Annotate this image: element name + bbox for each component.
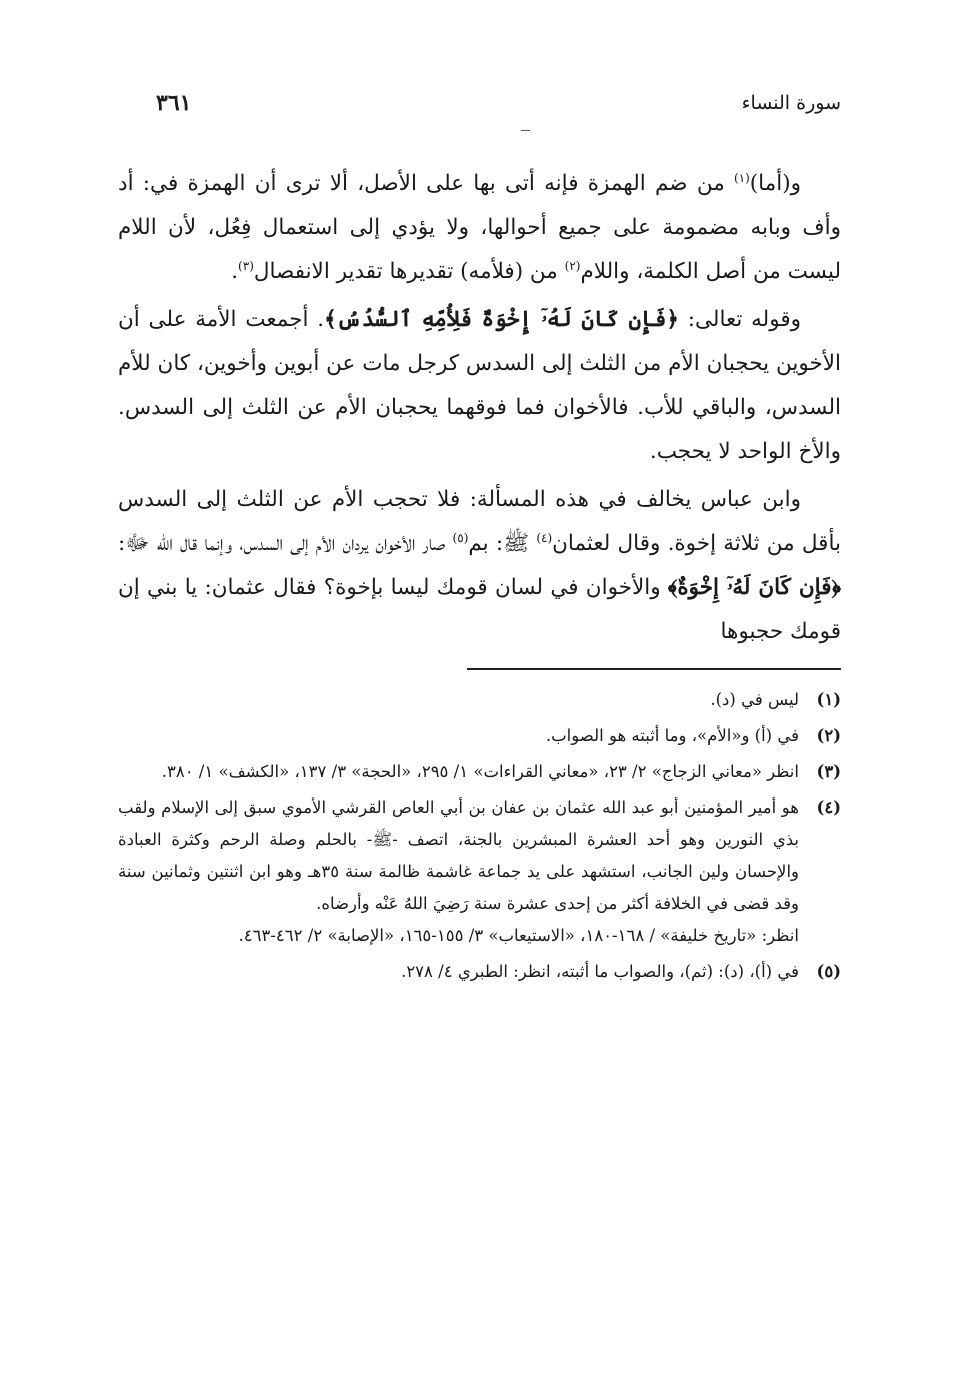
quran-verse: ﴿فَإِن كَانَ لَهُۥٓ إِخْوَةٌ﴾ [667, 575, 841, 600]
header-mark [521, 130, 530, 131]
footnote-text [118, 792, 799, 952]
footnote-reference[interactable]: (٢) [564, 258, 581, 273]
paragraph [118, 298, 841, 474]
text-segment: وقوله تعالى: [678, 307, 801, 332]
text-segment: . أجمعت الأمة على أن الأخوين يحجبان الأم من الثلث إلى السدس كرجل مات عن أبوين وأخوين، كان للأم السدس، والباقي للأب. فالأخوان فما فوقهما يحجبان الأم عن الثلث إلى السدس. والأخ الواحد لا يحجب. [118, 307, 841, 464]
footnote-number: (٣) [816, 762, 841, 781]
footnotes [118, 684, 841, 988]
footnote-item [118, 756, 841, 788]
footnote-number: (٤) [816, 798, 841, 817]
footnote-reference[interactable]: (٣) [238, 258, 254, 273]
text-segment: . [231, 259, 239, 284]
footnote-item [118, 720, 841, 752]
text-segment: وابن عباس يخالف في هذه المسألة: فلا تحجب الأم عن الثلث إلى السدس بأقل من ثلاثة إخوة. وقال لعثمان [118, 487, 841, 556]
footnote-reference[interactable]: (٤) [536, 530, 553, 545]
footnote-item [118, 684, 841, 716]
paragraph [118, 478, 841, 654]
page-number: ٣٦١ [156, 90, 192, 116]
footnote-item [118, 956, 841, 988]
footnote-item [118, 792, 841, 952]
footnote-line: في (أ) و«الأم»، وما أثبته هو الصواب. [545, 726, 799, 745]
footnote-text [118, 956, 799, 988]
chapter-title: سورة النساء [741, 92, 841, 114]
footnote-number: (١) [816, 690, 841, 709]
paragraph [118, 162, 841, 294]
quran-verse: ﴿فَإِن كَانَ لَهُۥٓ إِخْوَةٌ فَلِأُمِّهِ ٱلسُّدُسُ﴾ [324, 307, 679, 332]
footnote-number: (٢) [816, 726, 841, 745]
page-header [118, 86, 841, 126]
footnote-line: في (أ)، (د): (ثم)، والصواب ما أثبته، انظر: الطبري ٤/ ٢٧٨. [401, 962, 799, 981]
footnote-line: انظر «معاني الزجاج» ٢/ ٢٣، «معاني القراءات» ١/ ٢٩٥، «الحجة» ٣/ ١٣٧، «الكشف» ١/ ٣٨٠. [161, 762, 799, 781]
footnote-line: انظر: «تاريخ خليفة» / ١٦٨-١٨٠، «الاستيعاب» ٣/ ١٥٥-١٦٥، «الإصابة» ٢/ ٤٦٢-٤٦٣. [238, 926, 799, 945]
footnote-reference[interactable]: (٥) [452, 530, 469, 545]
text-segment: و(أما) [749, 171, 801, 196]
footnote-text [118, 720, 799, 752]
main-text [118, 162, 841, 654]
text-segment: والأخوان في لسان قومك ليسا بإخوة؟ فقال عثمان: يا بني إن قومك حجبوها [118, 575, 841, 644]
text-segment: من (فلأمه) تقديرها تقدير الانفصال [253, 259, 565, 284]
footnote-text [118, 756, 799, 788]
book-page [118, 86, 841, 992]
footnote-line: ليس في (د). [710, 690, 799, 709]
footnote-line: هو أمير المؤمنين أبو عبد الله عثمان بن عفان بن أبي العاص القرشي الأموي سبق إلى الإسلام ولقب بذي النورين وهو أحد العشرة المبشرين بالجنة، اتصف -ﷺ- بالحلم وصلة الرحم وكثرة العبادة والإحسان ولين الجانب، استشهد على يد جماعة غاشمة ظالمة سنة ٣٥هـ وهو ابن اثنتين وثمانين سنة وقد قضى في الخلافة أكثر من إحدى عشرة سنة رَضِيَ اللهُ عَنْه وأرضاه. [118, 798, 799, 913]
text-segment: صار الأخوان يردان الأم إلى السدس، وإنما قال الله ﷻ: [118, 531, 453, 556]
footnote-text [118, 684, 799, 716]
footnote-number: (٥) [816, 962, 841, 981]
footnote-reference[interactable]: (١) [733, 170, 750, 185]
text-segment: ﷺ: بم [468, 531, 537, 556]
text-segment: من ضم الهمزة فإنه أتى بها على الأصل، ألا ترى أن الهمزة في: أد وأف وبابه مضمومة على جميع أحوالها، ولا يؤدي إلى استعمال فِعُل، لأن اللام ليست من أصل الكلمة، واللام [118, 171, 841, 284]
footnote-separator [467, 668, 841, 670]
